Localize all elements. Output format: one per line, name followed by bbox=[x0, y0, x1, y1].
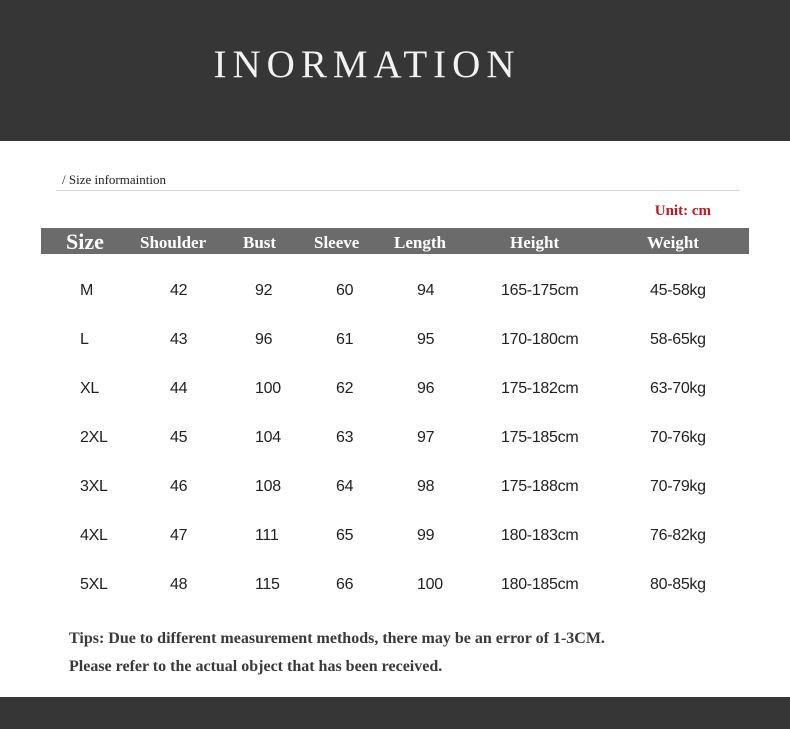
column-header-size: Size bbox=[66, 229, 104, 254]
column-header-height: Height bbox=[510, 233, 560, 252]
length-cell: 94 bbox=[417, 282, 435, 299]
height-cell: 180-183cm bbox=[501, 527, 579, 544]
section-divider bbox=[56, 190, 740, 191]
weight-cell: 58-65kg bbox=[650, 331, 706, 348]
shoulder-cell: 45 bbox=[170, 429, 188, 446]
shoulder-cell: 48 bbox=[170, 576, 188, 593]
length-cell: 98 bbox=[417, 478, 435, 495]
height-cell: 175-185cm bbox=[501, 429, 579, 446]
bust-cell: 96 bbox=[255, 331, 273, 348]
bust-cell: 104 bbox=[255, 429, 281, 446]
weight-cell: 63-70kg bbox=[650, 380, 706, 397]
column-header-bust: Bust bbox=[243, 233, 277, 252]
table-row bbox=[0, 576, 790, 606]
shoulder-cell: 43 bbox=[170, 331, 188, 348]
sleeve-cell: 61 bbox=[336, 331, 354, 348]
bust-cell: 108 bbox=[255, 478, 281, 495]
weight-cell: 80-85kg bbox=[650, 576, 706, 593]
height-cell: 165-175cm bbox=[501, 282, 579, 299]
length-cell: 95 bbox=[417, 331, 435, 348]
bust-cell: 100 bbox=[255, 380, 281, 397]
height-cell: 170-180cm bbox=[501, 331, 579, 348]
bust-cell: 92 bbox=[255, 282, 273, 299]
sleeve-cell: 62 bbox=[336, 380, 354, 397]
table-row bbox=[0, 527, 790, 557]
table-row bbox=[0, 282, 790, 312]
size-cell: 4XL bbox=[80, 527, 108, 544]
table-row bbox=[0, 478, 790, 508]
sleeve-cell: 60 bbox=[336, 282, 354, 299]
length-cell: 99 bbox=[417, 527, 435, 544]
size-cell: XL bbox=[80, 380, 99, 397]
size-cell: 3XL bbox=[80, 478, 108, 495]
weight-cell: 70-79kg bbox=[650, 478, 706, 495]
table-row bbox=[0, 380, 790, 410]
page-title: INORMATION bbox=[213, 43, 521, 86]
height-cell: 175-188cm bbox=[501, 478, 579, 495]
shoulder-cell: 42 bbox=[170, 282, 188, 299]
sleeve-cell: 64 bbox=[336, 478, 354, 495]
header-banner bbox=[0, 0, 790, 141]
weight-cell: 45-58kg bbox=[650, 282, 706, 299]
column-header-shoulder: Shoulder bbox=[140, 233, 207, 252]
column-header-length: Length bbox=[394, 233, 446, 252]
length-cell: 100 bbox=[417, 576, 443, 593]
shoulder-cell: 46 bbox=[170, 478, 188, 495]
shoulder-cell: 44 bbox=[170, 380, 188, 397]
weight-cell: 76-82kg bbox=[650, 527, 706, 544]
bust-cell: 115 bbox=[255, 576, 280, 593]
tips-measurement-note: Tips: Due to different measurement methods, there may be an error of 1-3CM. bbox=[69, 630, 605, 647]
shoulder-cell: 47 bbox=[170, 527, 188, 544]
size-cell: 5XL bbox=[80, 576, 108, 593]
size-cell: L bbox=[80, 331, 89, 348]
tips-received-note: Please refer to the actual object that has been received. bbox=[69, 658, 443, 675]
section-label: / Size informaintion bbox=[62, 172, 166, 187]
unit-label: Unit: cm bbox=[654, 203, 711, 219]
size-cell: 2XL bbox=[80, 429, 108, 446]
table-row bbox=[0, 429, 790, 459]
column-header-sleeve: Sleeve bbox=[314, 233, 360, 252]
height-cell: 180-185cm bbox=[501, 576, 579, 593]
bust-cell: 111 bbox=[255, 527, 279, 544]
table-row bbox=[0, 331, 790, 361]
length-cell: 97 bbox=[417, 429, 435, 446]
column-header-weight: Weight bbox=[647, 233, 699, 252]
sleeve-cell: 65 bbox=[336, 527, 354, 544]
footer-bar bbox=[0, 697, 790, 729]
sleeve-cell: 63 bbox=[336, 429, 354, 446]
table-header bbox=[41, 228, 749, 254]
weight-cell: 70-76kg bbox=[650, 429, 706, 446]
size-cell: M bbox=[80, 282, 94, 299]
length-cell: 96 bbox=[417, 380, 435, 397]
height-cell: 175-182cm bbox=[501, 380, 579, 397]
sleeve-cell: 66 bbox=[336, 576, 354, 593]
